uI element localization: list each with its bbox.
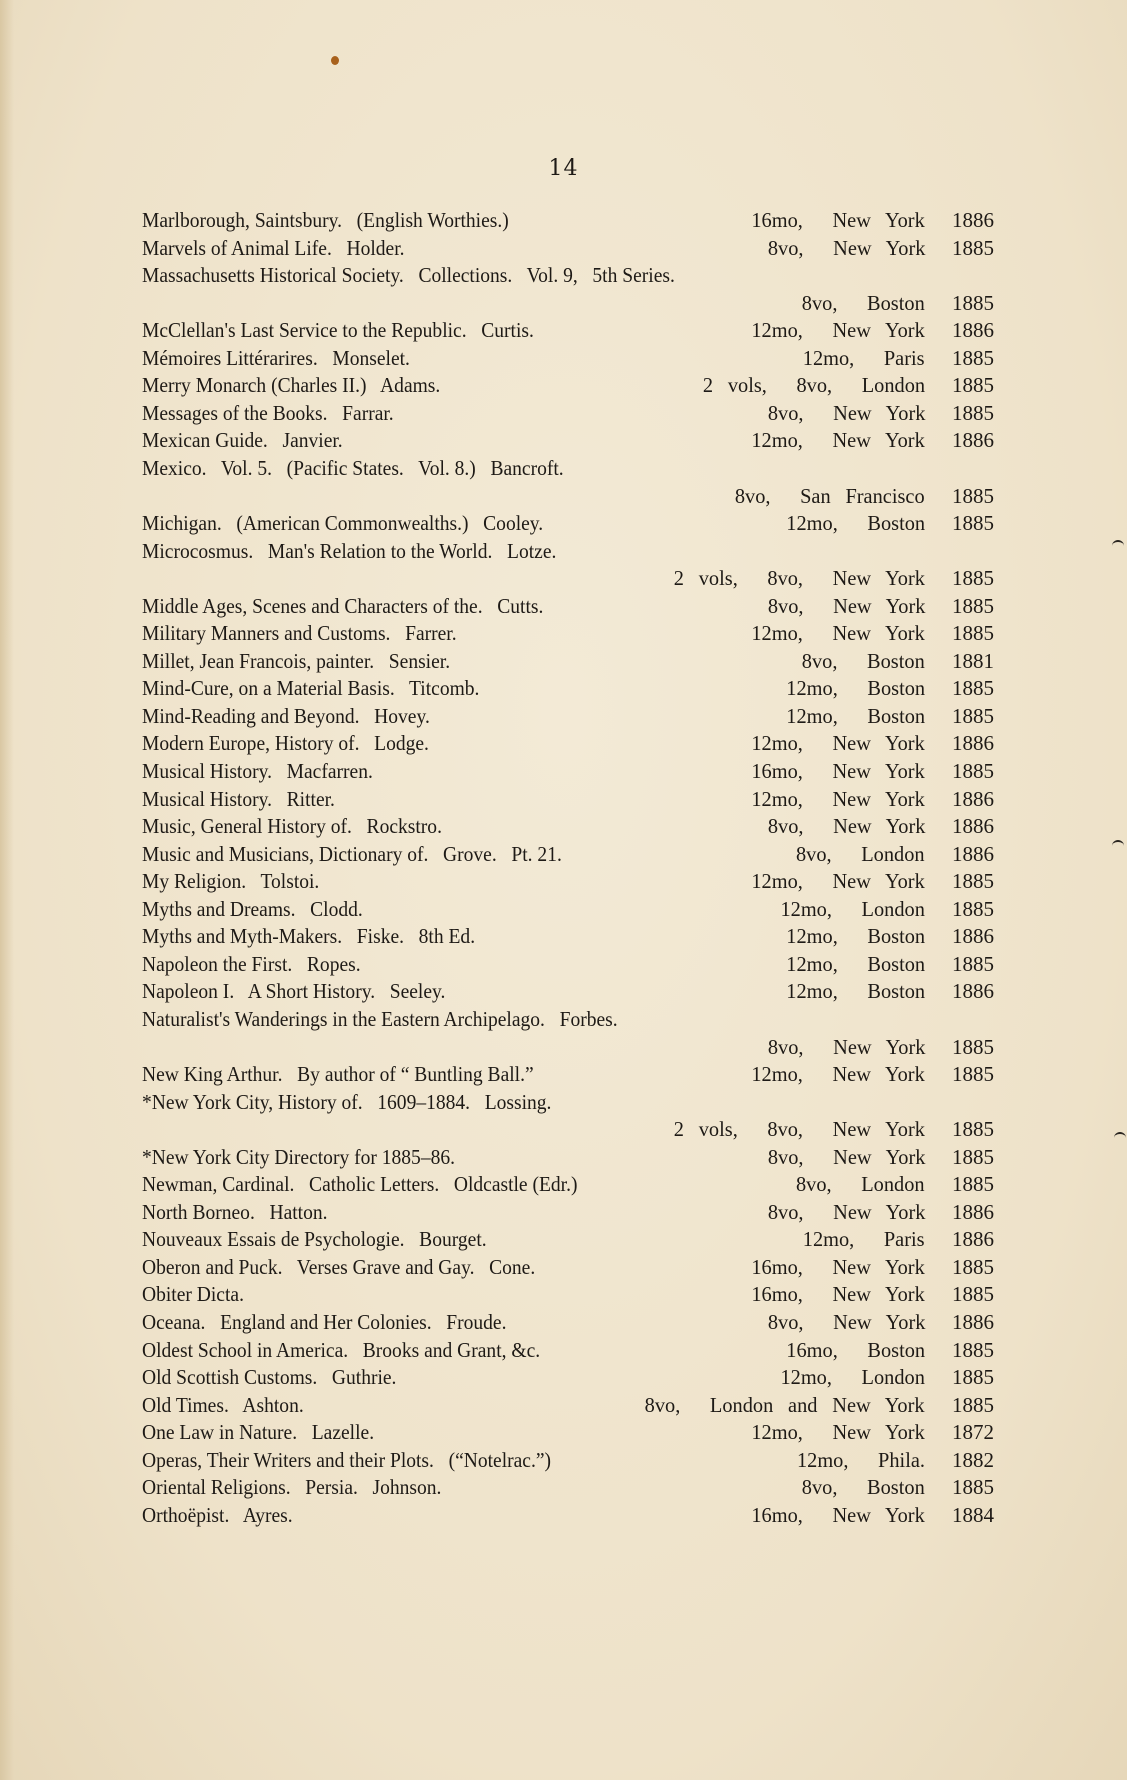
- entry-publication: 8vo, New York: [767, 400, 925, 425]
- entry-year: 1886: [952, 318, 994, 343]
- entry-title: Messages of the Books. Farrar.: [142, 400, 394, 425]
- entry-title: Oldest School in America. Brooks and Grant, &c.: [142, 1337, 541, 1362]
- entry-title: Mémoires Littérarires. Monselet.: [142, 345, 410, 370]
- entry-title: Newman, Cardinal. Catholic Letters. Oldcastle (Edr.): [142, 1172, 578, 1197]
- entry-title: Microcosmus. Man's Relation to the World. Lotze.: [142, 538, 557, 563]
- entry-publication: 16mo, New York: [751, 208, 925, 232]
- entry-year: 1885: [952, 1172, 994, 1197]
- entry-year: 1885: [952, 235, 994, 260]
- entry-year: 1886: [952, 1199, 994, 1224]
- entry-year: 1885: [952, 1365, 994, 1390]
- list-item: [0, 234, 1127, 262]
- list-item: [0, 1336, 1127, 1364]
- entry-title: Oriental Religions. Persia. Johnson.: [142, 1475, 442, 1500]
- entry-year: 1885: [952, 1144, 994, 1169]
- entry-year: 1886: [952, 428, 994, 453]
- list-item: [0, 729, 1127, 757]
- entry-title: Millet, Jean Francois, painter. Sensier.: [142, 648, 451, 673]
- entry-publication: 8vo, San Francisco: [735, 483, 925, 508]
- entry-publication: 8vo, London: [796, 841, 925, 866]
- entry-year: 1885: [952, 566, 994, 591]
- entry-title: One Law in Nature. Lazelle.: [142, 1420, 375, 1445]
- entry-publication: 16mo, New York: [751, 1502, 925, 1527]
- entry-title: Military Manners and Customs. Farrer.: [142, 621, 457, 646]
- list-item: [0, 1391, 1127, 1419]
- list-item: [0, 1088, 1127, 1116]
- list-item: [0, 1446, 1127, 1474]
- entry-year: 1886: [952, 731, 994, 756]
- entry-publication: 8vo, New York: [767, 1310, 925, 1334]
- entry-title: Marvels of Animal Life. Holder.: [142, 235, 405, 260]
- entry-publication: 12mo, London: [780, 896, 925, 921]
- entry-title: Operas, Their Writers and their Plots. (“Notelrac.”): [142, 1447, 552, 1472]
- list-item: [0, 289, 1127, 317]
- list-item: [0, 1473, 1127, 1501]
- list-item: [0, 371, 1127, 399]
- list-item: [0, 702, 1127, 730]
- entry-year: 1885: [952, 1254, 994, 1279]
- entry-year: 1885: [952, 621, 994, 646]
- entry-year: 1886: [952, 786, 994, 811]
- list-item: [0, 922, 1127, 950]
- entry-title: Michigan. (American Commonwealths.) Cooley.: [142, 511, 544, 536]
- entry-title: Musical History. Ritter.: [142, 786, 335, 811]
- entry-publication: 12mo, New York: [751, 869, 925, 894]
- list-item: [0, 1280, 1127, 1308]
- entry-title: Oceana. England and Her Colonies. Froude.: [142, 1310, 507, 1334]
- entry-publication: 12mo, New York: [751, 786, 925, 811]
- entry-publication: 16mo, Boston: [786, 1337, 925, 1362]
- entry-year: 1885: [952, 373, 994, 398]
- entry-title: Old Scottish Customs. Guthrie.: [142, 1365, 397, 1390]
- entry-title: *New York City, History of. 1609–1884. Lossing.: [142, 1089, 552, 1114]
- entry-title: Marlborough, Saintsbury. (English Worthies.): [142, 208, 509, 232]
- entry-publication: 2 vols, 8vo, New York: [673, 1117, 925, 1142]
- entry-publication: 8vo, London: [796, 1172, 925, 1197]
- entry-year: 1872: [952, 1420, 994, 1445]
- list-item: [0, 1363, 1127, 1391]
- list-item: [0, 647, 1127, 675]
- list-item: [0, 206, 1127, 234]
- page-number: 14: [548, 156, 579, 181]
- entry-publication: 16mo, New York: [751, 1282, 925, 1307]
- entry-year: 1885: [952, 1034, 994, 1059]
- entry-title: Middle Ages, Scenes and Characters of the. Cutts.: [142, 593, 544, 618]
- entry-year: 1885: [952, 1117, 994, 1142]
- entry-publication: 2 vols, 8vo, New York: [673, 566, 925, 591]
- ink-spot: [331, 56, 339, 65]
- list-item: [0, 867, 1127, 895]
- entry-title: Obiter Dicta.: [142, 1282, 244, 1307]
- entry-year: 1885: [952, 290, 994, 315]
- entry-year: 1885: [952, 1475, 994, 1500]
- entry-year: 1885: [952, 869, 994, 894]
- entry-title: Mind-Cure, on a Material Basis. Titcomb.: [142, 676, 480, 701]
- entry-title: Mind-Reading and Beyond. Hovey.: [142, 703, 430, 728]
- entry-title: Oberon and Puck. Verses Grave and Gay. Cone.: [142, 1254, 536, 1279]
- entry-publication: 12mo, Paris: [803, 345, 925, 370]
- list-item: [0, 950, 1127, 978]
- entry-publication: 12mo, London: [780, 1365, 925, 1390]
- list-item: [0, 1253, 1127, 1281]
- entry-title: Massachusetts Historical Society. Collections. Vol. 9, 5th Series.: [142, 263, 675, 288]
- list-item: [0, 261, 1127, 289]
- list-item: [0, 509, 1127, 537]
- entry-title: North Borneo. Hatton.: [142, 1199, 328, 1224]
- list-item: [0, 1005, 1127, 1033]
- entry-title: Music, General History of. Rockstro.: [142, 814, 442, 839]
- list-item: [0, 785, 1127, 813]
- entry-title: Old Times. Ashton.: [142, 1392, 304, 1417]
- entry-year: 1885: [952, 896, 994, 921]
- entry-year: 1886: [952, 1227, 994, 1252]
- list-item: [0, 757, 1127, 785]
- entry-publication: 12mo, New York: [751, 318, 925, 343]
- entry-publication: 12mo, Boston: [786, 979, 925, 1004]
- entry-publication: 8vo, New York: [767, 593, 925, 618]
- entry-year: 1882: [952, 1447, 994, 1472]
- entry-year: 1886: [952, 979, 994, 1004]
- entry-publication: 16mo, New York: [751, 1254, 925, 1279]
- entry-year: 1886: [952, 841, 994, 866]
- entry-title: Merry Monarch (Charles II.) Adams.: [142, 373, 441, 398]
- entry-publication: 8vo, New York: [767, 1144, 925, 1169]
- entry-title: Music and Musicians, Dictionary of. Grove. Pt. 21.: [142, 841, 562, 866]
- entry-year: 1885: [952, 951, 994, 976]
- entry-title: Napoleon I. A Short History. Seeley.: [142, 979, 446, 1004]
- entry-year: 1885: [952, 345, 994, 370]
- entry-publication: 12mo, Phila.: [796, 1447, 925, 1472]
- entry-year: 1885: [952, 1282, 994, 1307]
- entry-publication: 12mo, New York: [751, 1420, 925, 1445]
- entry-publication: 8vo, London and New York: [645, 1392, 925, 1417]
- list-item: [0, 1115, 1127, 1143]
- entry-publication: 8vo, New York: [767, 235, 925, 260]
- entry-year: 1885: [952, 483, 994, 508]
- entry-publication: 8vo, Boston: [802, 648, 925, 673]
- entry-year: 1885: [952, 1337, 994, 1362]
- entry-year: 1885: [952, 676, 994, 701]
- entry-year: 1886: [952, 208, 994, 232]
- list-item: [0, 1198, 1127, 1226]
- entry-publication: 8vo, Boston: [802, 1475, 925, 1500]
- list-item: [0, 592, 1127, 620]
- entry-title: Myths and Dreams. Clodd.: [142, 896, 363, 921]
- entry-publication: 12mo, New York: [751, 1062, 925, 1087]
- entry-title: Mexican Guide. Janvier.: [142, 428, 343, 453]
- entry-year: 1885: [952, 759, 994, 783]
- entry-year: 1886: [952, 924, 994, 949]
- entry-publication: 12mo, Boston: [786, 924, 925, 949]
- entry-year: 1885: [952, 400, 994, 425]
- list-item: [0, 1060, 1127, 1088]
- entry-publication: 16mo, New York: [751, 759, 925, 783]
- entry-year: 1884: [952, 1502, 994, 1527]
- list-item: [0, 454, 1127, 482]
- entry-year: 1881: [952, 648, 994, 673]
- entry-title: Napoleon the First. Ropes.: [142, 951, 361, 976]
- entry-year: 1885: [952, 511, 994, 536]
- list-item: [0, 1143, 1127, 1171]
- entry-publication: 8vo, Boston: [802, 290, 925, 315]
- entry-title: Modern Europe, History of. Lodge.: [142, 731, 429, 756]
- list-item: [0, 1225, 1127, 1253]
- entry-title: My Religion. Tolstoi.: [142, 869, 320, 894]
- entry-publication: 8vo, New York: [767, 1199, 925, 1224]
- entry-title: Nouveaux Essais de Psychologie. Bourget.: [142, 1227, 487, 1252]
- list-item: [0, 426, 1127, 454]
- list-item: [0, 1170, 1127, 1198]
- list-item: [0, 895, 1127, 923]
- entry-publication: 8vo, New York: [767, 814, 925, 839]
- entry-publication: 12mo, Boston: [786, 676, 925, 701]
- entry-publication: 12mo, Boston: [786, 951, 925, 976]
- entry-publication: 12mo, New York: [751, 621, 925, 646]
- list-item: [0, 1308, 1127, 1336]
- list-item: [0, 564, 1127, 592]
- entry-publication: 8vo, New York: [767, 1034, 925, 1059]
- entry-title: New King Arthur. By author of “ Buntling Ball.”: [142, 1062, 534, 1087]
- entry-publication: 12mo, Boston: [786, 511, 925, 536]
- entry-title: *New York City Directory for 1885–86.: [142, 1144, 456, 1169]
- entry-publication: 12mo, New York: [751, 428, 925, 453]
- entry-publication: 12mo, New York: [751, 731, 925, 756]
- list-item: [0, 977, 1127, 1005]
- entry-title: Orthoëpist. Ayres.: [142, 1502, 293, 1527]
- entry-year: 1886: [952, 814, 994, 839]
- list-item: [0, 674, 1127, 702]
- entry-publication: 12mo, Paris: [803, 1227, 925, 1252]
- list-item: [0, 840, 1127, 868]
- entry-title: Myths and Myth-Makers. Fiske. 8th Ed.: [142, 924, 476, 949]
- entry-year: 1886: [952, 1310, 994, 1334]
- list-item: [0, 316, 1127, 344]
- list-item: [0, 619, 1127, 647]
- entry-year: 1885: [952, 593, 994, 618]
- entry-year: 1885: [952, 1392, 994, 1417]
- entry-year: 1885: [952, 703, 994, 728]
- list-item: [0, 1418, 1127, 1446]
- list-item: [0, 1033, 1127, 1061]
- entry-title: Musical History. Macfarren.: [142, 759, 373, 783]
- entry-publication: 2 vols, 8vo, London: [702, 373, 925, 398]
- entry-title: Naturalist's Wanderings in the Eastern Archipelago. Forbes.: [142, 1006, 618, 1031]
- entry-title: McClellan's Last Service to the Republic. Curtis.: [142, 318, 534, 343]
- list-item: [0, 537, 1127, 565]
- list-item: [0, 1501, 1127, 1529]
- entry-publication: 12mo, Boston: [786, 703, 925, 728]
- list-item: [0, 399, 1127, 427]
- list-item: [0, 482, 1127, 510]
- list-item: [0, 344, 1127, 372]
- list-item: [0, 812, 1127, 840]
- entry-title: Mexico. Vol. 5. (Pacific States. Vol. 8.) Bancroft.: [142, 455, 564, 480]
- entry-year: 1885: [952, 1062, 994, 1087]
